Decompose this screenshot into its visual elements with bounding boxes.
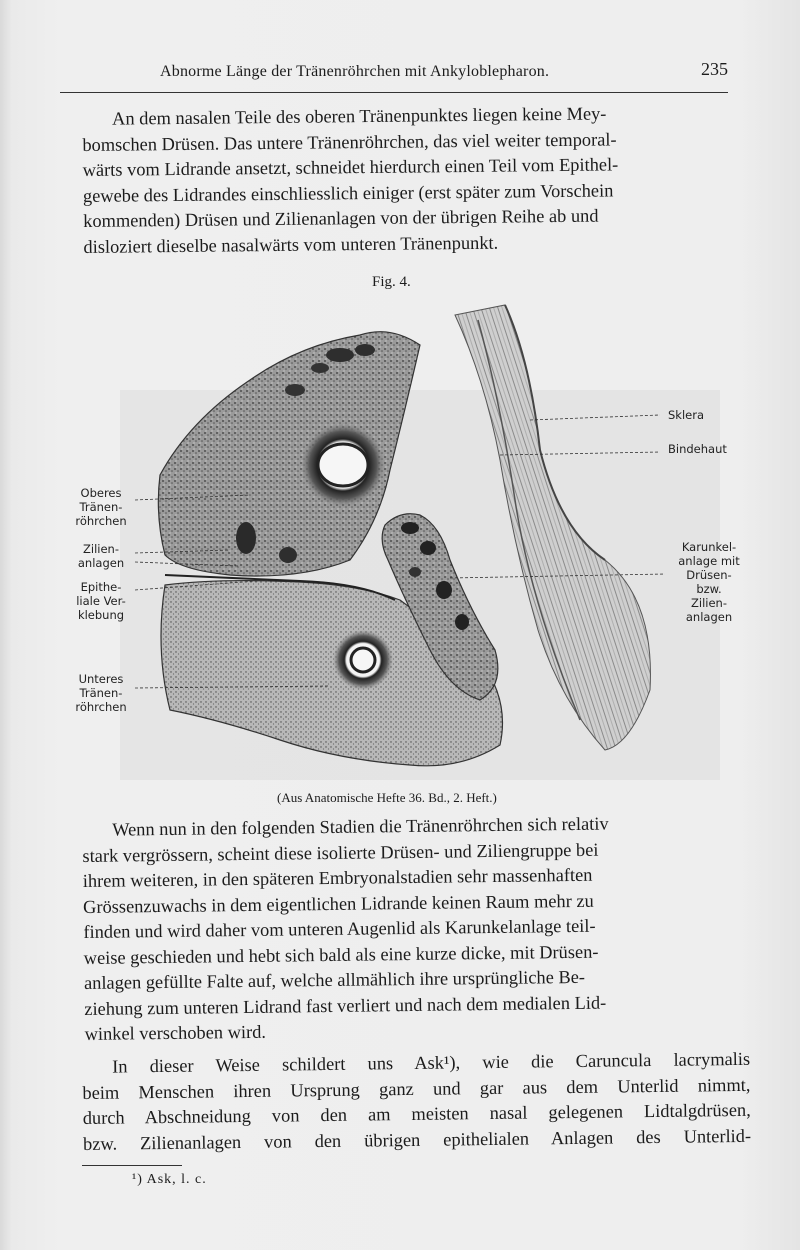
text-line: An dem nasalen Teile des oberen Tränenpunktes liegen keine Mey- <box>112 103 607 129</box>
text-line: Wenn nun in den folgenden Stadien die Tränenröhrchen sich relativ <box>112 813 609 840</box>
text-line: weise geschieden und hebt sich bald als eine kurze dicke, mit Drüsen- <box>83 941 599 968</box>
text-line: disloziert dieselbe nasalwärts vom unteren Tränenpunkt. <box>83 232 499 257</box>
label-sklera: Sklera <box>668 408 705 422</box>
label-karunkelanlage: Karunkel- anlage mit Drüsen- bzw. Zilien- anlagen <box>678 540 740 624</box>
label-bindehaut: Bindehaut <box>668 442 727 456</box>
text-line: kommenden) Drüsen und Zilienanlagen von der übrigen Reihe ab und <box>83 205 599 231</box>
page-header <box>60 58 728 93</box>
text-line: gewebe des Lidrandes einschliesslich einiger (erst später zum Vorschein <box>82 179 614 206</box>
figure-caption: (Aus Anatomische Hefte 36. Bd., 2. Heft.) <box>277 790 497 805</box>
label-zilienanlagen: Zilien- anlagen <box>77 542 125 570</box>
paragraph-2 <box>82 810 753 1048</box>
paragraph-1 <box>82 100 734 260</box>
figure-title: Fig. 4. <box>372 274 411 290</box>
page-number: 235 <box>701 59 728 79</box>
text-line: bzw. Zilienanlagen von den übrigen epithelialen Anlagen des Unterlid- <box>82 1125 752 1154</box>
text-line: anlagen gefüllte Falte auf, welche allmählich ihre ursprüngliche Be- <box>83 966 586 993</box>
text-line: In dieser Weise schildert uns Ask¹), wie die Caruncula lacrymalis <box>112 1048 751 1077</box>
histology-figure <box>60 300 760 780</box>
text-line: wärts vom Lidrande ansetzt, schneidet hierdurch einen Teil vom Epithel- <box>82 154 619 180</box>
tissue-illustration <box>60 300 760 780</box>
text-line: finden und wird daher vom unteren Augenlid als Karunkelanlage teil- <box>83 915 596 942</box>
text-line: ziehung zum unteren Lidrand fast verliert und nach dem medialen Lid- <box>84 992 607 1019</box>
text-line: Grössenzuwachs in dem eigentlichen Lidrande keinen Raum mehr zu <box>82 890 594 917</box>
text-line: stark vergrössern, scheint diese isolierte Drüsen- und Ziliengruppe bei <box>82 839 599 866</box>
label-oberes-traenenroehrchen: Oberes Tränen- röhrchen <box>75 486 127 528</box>
label-epitheliale-verklebung: Epithe- liale Ver- klebung <box>76 580 126 622</box>
text-line: durch Abschneidung von den am meisten nasal gelegenen Lidtalgdrüsen, <box>82 1099 751 1128</box>
text-line: beim Menschen ihren Ursprung ganz und gar aus dem Unterlid nimmt, <box>82 1074 751 1103</box>
footnote-rule <box>82 1165 182 1166</box>
paragraph-3 <box>82 1047 751 1157</box>
text-line: bomschen Drüsen. Das untere Tränenröhrchen, das viel weiter temporal- <box>82 128 617 155</box>
footnote: ¹) Ask, l. c. <box>132 1172 207 1187</box>
text-line: ihrem weiteren, in den späteren Embryonalstadien sehr massenhaften <box>82 864 593 891</box>
text-line: winkel verschoben wird. <box>84 1021 267 1044</box>
label-unteres-traenenroehrchen: Unteres Tränen- röhrchen <box>75 672 127 714</box>
running-title: Abnorme Länge der Tränenröhrchen mit Ankyloblepharon. <box>160 63 550 80</box>
